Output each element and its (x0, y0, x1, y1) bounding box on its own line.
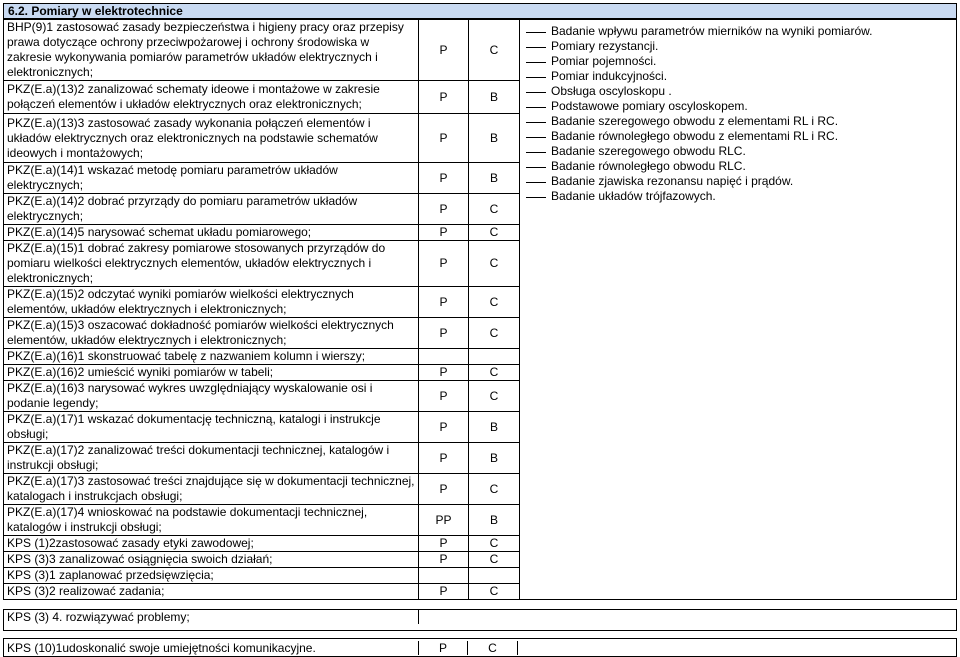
taxonomy-category: C (469, 241, 520, 287)
taxonomy-category (469, 568, 520, 584)
table-row (3, 609, 957, 631)
outcome-text: PKZ(E.a)(14)5 narysować schemat układu pomiarowego; (4, 225, 419, 241)
materials-item-label: Badanie równoległego obwodu z elementami RL i RC. (551, 129, 839, 143)
dash-marker (526, 182, 546, 183)
taxonomy-category: B (469, 81, 520, 114)
taxonomy-category: C (469, 584, 520, 600)
materials-item-label: Podstawowe pomiary oscyloskopem. (551, 99, 748, 113)
materials-item-label: Badanie układów trójfazowych. (551, 189, 716, 203)
materials-item (526, 84, 950, 99)
requirement-level: P (419, 287, 469, 318)
outcome-text: PKZ(E.a)(13)2 zanalizować schematy ideowe i montażowe w zakresie połączeń elementów i układów elektrycznych oraz elektronicznych; (4, 81, 419, 114)
taxonomy-category: C (469, 20, 520, 81)
requirement-level: P (419, 163, 469, 194)
section-title: 6.2. Pomiary w elektrotechnice (8, 4, 183, 18)
outcome-text: KPS (3)2 realizować zadania; (4, 584, 419, 600)
requirement-level: P (419, 318, 469, 349)
materials-item (526, 24, 950, 39)
materials-item (526, 69, 950, 84)
dash-marker (526, 197, 546, 198)
materials-item-label: Badanie zjawiska rezonansu napięć i prądów. (551, 174, 794, 188)
outcome-text: PKZ(E.a)(17)3 zastosować treści znajdujące się w dokumentacji technicznej, katalogach i instrukcjach obsługi; (4, 474, 419, 505)
materials-item (526, 159, 950, 174)
section-header (3, 3, 957, 19)
outcome-text: BHP(9)1 zastosować zasady bezpieczeństwa i higieny pracy oraz przepisy prawa dotyczące ochrony przeciwpożarowej i ochrony środowiska w zakresie wykonywania pomiarów parametrów układów elektrycznych i elektronicznych; (4, 20, 419, 81)
outcome-text: PKZ(E.a)(15)3 oszacować dokładność pomiarów wielkości elektrycznych elementów, układów elektrycznych i elektronicznych; (4, 318, 419, 349)
requirement-level: P (419, 81, 469, 114)
outcomes-table (3, 19, 957, 600)
requirement-level: P (419, 241, 469, 287)
outcome-text: KPS (3)3 zanalizować osiągnięcia swoich działań; (4, 552, 419, 568)
requirement-level: P (419, 225, 469, 241)
outcome-text: PKZ(E.a)(15)1 dobrać zakresy pomiarowe stosowanych przyrządów do pomiaru wielkości elektrycznych elementów, układów elektrycznych i elektronicznych; (4, 241, 419, 287)
dash-marker (526, 152, 546, 153)
taxonomy-category: C (469, 381, 520, 412)
materials-cell (520, 20, 957, 600)
materials-item (526, 174, 950, 189)
outcome-text: PKZ(E.a)(17)4 wnioskować na podstawie dokumentacji technicznej, katalogów i instrukcji obsługi; (4, 505, 419, 536)
taxonomy-category (469, 349, 520, 365)
table-row (4, 20, 957, 81)
dash-marker (526, 92, 546, 93)
taxonomy-category: C (469, 365, 520, 381)
requirement-level: P (419, 552, 469, 568)
taxonomy-category: B (469, 505, 520, 536)
materials-item-label: Badanie szeregowego obwodu z elementami RL i RC. (551, 114, 839, 128)
outcome-text: PKZ(E.a)(16)1 skonstruować tabelę z nazwaniem kolumn i wierszy; (4, 349, 419, 365)
materials-item (526, 129, 950, 144)
taxonomy-category: C (469, 552, 520, 568)
requirement-level: PP (419, 505, 469, 536)
requirement-level: P (419, 536, 469, 552)
materials-item (526, 54, 950, 69)
taxonomy-category: C (468, 641, 518, 655)
taxonomy-category: B (469, 114, 520, 163)
outcome-text: KPS (1)2zastosować zasady etyki zawodowej; (4, 536, 419, 552)
dash-marker (526, 77, 546, 78)
materials-item-label: Badanie szeregowego obwodu RLC. (551, 144, 746, 158)
materials-item-label: Badanie równoległego obwodu RLC. (551, 159, 746, 173)
materials-item-label: Obsługa oscyloskopu . (551, 84, 672, 98)
requirement-level: P (419, 443, 469, 474)
taxonomy-category: C (469, 536, 520, 552)
requirement-level: P (419, 641, 468, 655)
dash-marker (526, 32, 546, 33)
materials-item (526, 99, 950, 114)
dash-marker (526, 107, 546, 108)
taxonomy-category: C (469, 287, 520, 318)
dash-marker (526, 47, 546, 48)
requirement-level: P (419, 365, 469, 381)
requirement-level (419, 349, 469, 365)
requirement-level: P (419, 474, 469, 505)
materials-item (526, 114, 950, 129)
outcome-text: KPS (10)1udoskonalić swoje umiejętności komunikacyjne. (4, 641, 419, 655)
dash-marker (526, 137, 546, 138)
materials-item (526, 189, 950, 204)
requirement-level: P (419, 114, 469, 163)
taxonomy-category: C (469, 318, 520, 349)
document (3, 3, 957, 655)
requirement-level: P (419, 20, 469, 81)
taxonomy-category: C (469, 474, 520, 505)
materials-item-label: Pomiar indukcyjności. (551, 69, 668, 83)
outcome-text: PKZ(E.a)(16)2 umieścić wyniki pomiarów w tabeli; (4, 365, 419, 381)
outcome-text: PKZ(E.a)(14)2 dobrać przyrządy do pomiaru parametrów układów elektrycznych; (4, 194, 419, 225)
outcome-text: PKZ(E.a)(15)2 odczytać wyniki pomiarów wielkości elektrycznych elementów, układów elektrycznych i elektronicznych; (4, 287, 419, 318)
materials-item-label: Badanie wpływu parametrów mierników na wyniki pomiarów. (551, 24, 873, 38)
taxonomy-category: C (469, 194, 520, 225)
taxonomy-category: B (469, 443, 520, 474)
dash-marker (526, 122, 546, 123)
outcome-text: PKZ(E.a)(17)1 wskazać dokumentację techniczną, katalogi i instrukcje obsługi; (4, 412, 419, 443)
outcome-text: PKZ(E.a)(14)1 wskazać metodę pomiaru parametrów układów elektrycznych; (4, 163, 419, 194)
requirement-level: P (419, 194, 469, 225)
requirement-level: P (419, 584, 469, 600)
outcome-text: PKZ(E.a)(17)2 zanalizować treści dokumentacji technicznej, katalogów i instrukcji obsługi; (4, 443, 419, 474)
materials-item-label: Pomiar pojemności. (551, 54, 657, 68)
outcome-text: PKZ(E.a)(16)3 narysować wykres uwzględniający wyskalowanie osi i podanie legendy; (4, 381, 419, 412)
taxonomy-category: C (469, 225, 520, 241)
outcome-text: KPS (3)1 zaplanować przedsięwzięcia; (4, 568, 419, 584)
dash-marker (526, 62, 546, 63)
requirement-level: P (419, 412, 469, 443)
requirement-level (419, 568, 469, 584)
materials-item (526, 144, 950, 159)
taxonomy-category: B (469, 412, 520, 443)
requirement-level: P (419, 381, 469, 412)
outcome-text: KPS (3) 4. rozwiązywać problemy; (4, 610, 419, 624)
outcome-text: PKZ(E.a)(13)3 zastosować zasady wykonania połączeń elementów i układów elektrycznych oraz elektronicznych na podstawie schematów ideowych i montażowych; (4, 114, 419, 163)
taxonomy-category: B (469, 163, 520, 194)
table-row (3, 638, 957, 657)
dash-marker (526, 167, 546, 168)
materials-item-label: Pomiary rezystancji. (551, 39, 659, 53)
materials-item (526, 39, 950, 54)
